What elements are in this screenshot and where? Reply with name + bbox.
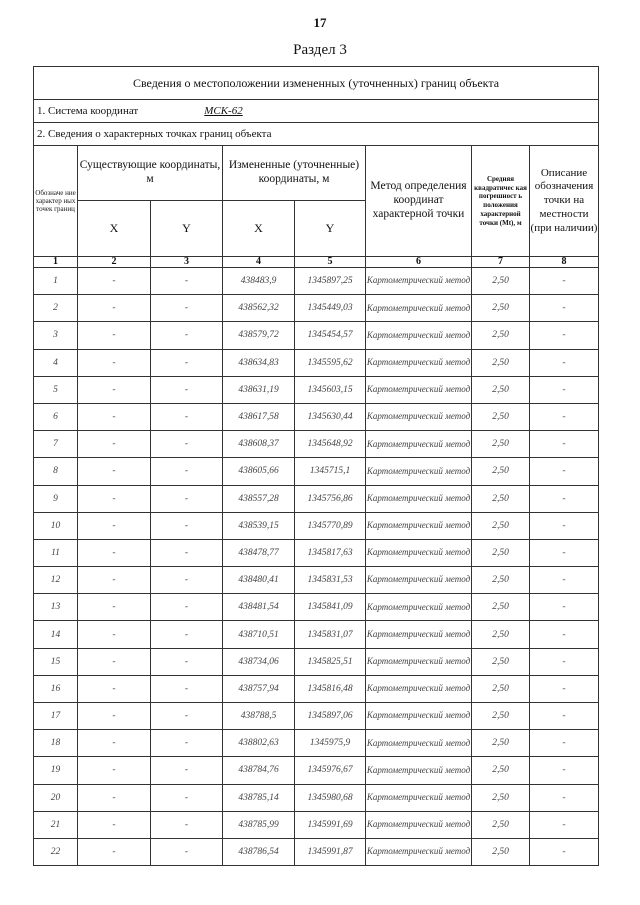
method-cell: Картометрический метод [366,675,472,702]
changed-x-cell: 438785,14 [223,784,295,811]
changed-y-cell: 1345831,07 [295,621,366,648]
existing-y-cell: - [151,458,223,485]
method-cell: Картометрический метод [366,838,472,865]
existing-y-cell: - [151,539,223,566]
accuracy-cell: 2,50 [472,376,530,403]
table-title: Сведения о местоположении измененных (уточненных) границ объекта [34,67,599,100]
changed-y-cell: 1345715,1 [295,458,366,485]
changed-x-cell: 438786,54 [223,838,295,865]
changed-x-cell: 438634,83 [223,349,295,376]
column-number: 8 [530,257,599,268]
method-cell: Картометрический метод [366,594,472,621]
description-cell: - [530,757,599,784]
changed-x-cell: 438757,94 [223,675,295,702]
accuracy-cell: 2,50 [472,838,530,865]
description-cell: - [530,349,599,376]
table-row [34,376,599,403]
header-existing-x: X [78,201,151,257]
method-cell: Картометрический метод [366,295,472,322]
point-number-cell: 15 [34,648,78,675]
accuracy-cell: 2,50 [472,621,530,648]
existing-x-cell: - [78,376,151,403]
changed-y-cell: 1345897,06 [295,703,366,730]
point-number-cell: 22 [34,838,78,865]
table-row [34,322,599,349]
method-cell: Картометрический метод [366,811,472,838]
column-number: 2 [78,257,151,268]
existing-y-cell: - [151,512,223,539]
existing-x-cell: - [78,648,151,675]
description-cell: - [530,322,599,349]
accuracy-cell: 2,50 [472,567,530,594]
description-cell: - [530,376,599,403]
changed-x-cell: 438802,63 [223,730,295,757]
method-cell: Картометрический метод [366,458,472,485]
changed-y-cell: 1345630,44 [295,403,366,430]
changed-x-cell: 438605,66 [223,458,295,485]
accuracy-cell: 2,50 [472,811,530,838]
changed-y-cell: 1345976,67 [295,757,366,784]
method-cell: Картометрический метод [366,757,472,784]
method-cell: Картометрический метод [366,485,472,512]
column-number: 6 [366,257,472,268]
existing-y-cell: - [151,295,223,322]
description-cell: - [530,811,599,838]
point-number-cell: 2 [34,295,78,322]
method-cell: Картометрический метод [366,431,472,458]
existing-y-cell: - [151,268,223,295]
changed-y-cell: 1345825,51 [295,648,366,675]
description-cell: - [530,730,599,757]
existing-x-cell: - [78,838,151,865]
description-cell: - [530,539,599,566]
existing-y-cell: - [151,403,223,430]
method-cell: Картометрический метод [366,621,472,648]
existing-y-cell: - [151,675,223,702]
changed-y-cell: 1345816,48 [295,675,366,702]
accuracy-cell: 2,50 [472,322,530,349]
method-cell: Картометрический метод [366,268,472,295]
method-cell: Картометрический метод [366,376,472,403]
changed-y-cell: 1345975,9 [295,730,366,757]
existing-x-cell: - [78,675,151,702]
existing-y-cell: - [151,838,223,865]
existing-x-cell: - [78,594,151,621]
header-description: Описание обозначения точки на местности (при наличии) [530,146,599,257]
accuracy-cell: 2,50 [472,730,530,757]
table-row [34,594,599,621]
changed-y-cell: 1345770,89 [295,512,366,539]
table-row [34,838,599,865]
description-cell: - [530,268,599,295]
changed-x-cell: 438710,51 [223,621,295,648]
changed-x-cell: 438608,37 [223,431,295,458]
changed-y-cell: 1345841,09 [295,594,366,621]
description-cell: - [530,621,599,648]
changed-x-cell: 438539,15 [223,512,295,539]
existing-x-cell: - [78,730,151,757]
point-number-cell: 6 [34,403,78,430]
header-changed-y: Y [295,201,366,257]
changed-y-cell: 1345595,62 [295,349,366,376]
point-number-cell: 8 [34,458,78,485]
table-row [34,730,599,757]
coord-system-row [34,100,599,123]
header-existing-coords: Существующие координаты, м [78,146,223,201]
existing-y-cell: - [151,621,223,648]
accuracy-cell: 2,50 [472,784,530,811]
table-row [34,403,599,430]
description-cell: - [530,838,599,865]
column-number: 4 [223,257,295,268]
point-number-cell: 9 [34,485,78,512]
existing-y-cell: - [151,784,223,811]
header-changed-x: X [223,201,295,257]
method-cell: Картометрический метод [366,648,472,675]
point-number-cell: 18 [34,730,78,757]
accuracy-cell: 2,50 [472,458,530,485]
existing-y-cell: - [151,730,223,757]
changed-x-cell: 438562,32 [223,295,295,322]
method-cell: Картометрический метод [366,403,472,430]
changed-y-cell: 1345980,68 [295,784,366,811]
changed-y-cell: 1345603,15 [295,376,366,403]
coord-system-value: МСК-62 [204,105,243,117]
table-row [34,703,599,730]
method-cell: Картометрический метод [366,349,472,376]
changed-y-cell: 1345817,63 [295,539,366,566]
point-number-cell: 10 [34,512,78,539]
column-number: 3 [151,257,223,268]
description-cell: - [530,431,599,458]
description-cell: - [530,485,599,512]
point-number-cell: 11 [34,539,78,566]
point-number-cell: 3 [34,322,78,349]
description-cell: - [530,675,599,702]
coord-system-label: 1. Система координат [37,105,139,117]
existing-x-cell: - [78,784,151,811]
table-row [34,349,599,376]
existing-x-cell: - [78,811,151,838]
existing-y-cell: - [151,703,223,730]
changed-y-cell: 1345449,03 [295,295,366,322]
column-number: 1 [34,257,78,268]
table-row [34,811,599,838]
accuracy-cell: 2,50 [472,512,530,539]
existing-x-cell: - [78,757,151,784]
table-row [34,784,599,811]
description-cell: - [530,648,599,675]
changed-x-cell: 438785,99 [223,811,295,838]
existing-y-cell: - [151,322,223,349]
method-cell: Картометрический метод [366,512,472,539]
changed-y-cell: 1345991,87 [295,838,366,865]
changed-x-cell: 438631,19 [223,376,295,403]
accuracy-cell: 2,50 [472,485,530,512]
existing-x-cell: - [78,295,151,322]
page-number: 17 [313,15,327,30]
changed-x-cell: 438784,76 [223,757,295,784]
changed-x-cell: 438788,5 [223,703,295,730]
existing-y-cell: - [151,757,223,784]
accuracy-cell: 2,50 [472,295,530,322]
changed-x-cell: 438557,28 [223,485,295,512]
header-accuracy: Средняя квадратичес кая погрешност ь положения характерной точки (Mt), м [472,146,530,257]
existing-x-cell: - [78,268,151,295]
table-row [34,675,599,702]
accuracy-cell: 2,50 [472,431,530,458]
table-row [34,431,599,458]
points-heading: 2. Сведения о характерных точках границ объекта [34,123,599,146]
existing-y-cell: - [151,567,223,594]
existing-y-cell: - [151,349,223,376]
column-number: 7 [472,257,530,268]
existing-x-cell: - [78,485,151,512]
table-row [34,485,599,512]
accuracy-cell: 2,50 [472,675,530,702]
point-number-cell: 19 [34,757,78,784]
changed-y-cell: 1345831,53 [295,567,366,594]
table-row [34,458,599,485]
changed-y-cell: 1345991,69 [295,811,366,838]
accuracy-cell: 2,50 [472,539,530,566]
method-cell: Картометрический метод [366,784,472,811]
accuracy-cell: 2,50 [472,403,530,430]
method-cell: Картометрический метод [366,322,472,349]
header-changed-coords: Измененные (уточненные) координаты, м [223,146,366,201]
table-row [34,567,599,594]
changed-x-cell: 438481,54 [223,594,295,621]
table-row [34,295,599,322]
section-title: Раздел 3 [293,42,347,58]
accuracy-cell: 2,50 [472,349,530,376]
point-number-cell: 13 [34,594,78,621]
header-existing-y: Y [151,201,223,257]
point-number-cell: 16 [34,675,78,702]
changed-y-cell: 1345897,25 [295,268,366,295]
description-cell: - [530,458,599,485]
table-row [34,757,599,784]
changed-x-cell: 438480,41 [223,567,295,594]
accuracy-cell: 2,50 [472,648,530,675]
point-number-cell: 5 [34,376,78,403]
description-cell: - [530,512,599,539]
existing-y-cell: - [151,648,223,675]
changed-x-cell: 438483,9 [223,268,295,295]
point-number-cell: 14 [34,621,78,648]
existing-x-cell: - [78,431,151,458]
existing-x-cell: - [78,621,151,648]
existing-x-cell: - [78,539,151,566]
existing-y-cell: - [151,594,223,621]
changed-x-cell: 438734,06 [223,648,295,675]
point-number-cell: 20 [34,784,78,811]
point-number-cell: 1 [34,268,78,295]
point-number-cell: 17 [34,703,78,730]
existing-y-cell: - [151,811,223,838]
existing-x-cell: - [78,403,151,430]
existing-x-cell: - [78,458,151,485]
existing-x-cell: - [78,322,151,349]
header-method: Метод определения координат характерной точки [366,146,472,257]
method-cell: Картометрический метод [366,703,472,730]
header-designation: Обозначе ние характер ных точек границ [34,146,78,257]
table-row [34,512,599,539]
table-row [34,268,599,295]
table-body [34,268,599,866]
existing-x-cell: - [78,512,151,539]
description-cell: - [530,403,599,430]
method-cell: Картометрический метод [366,730,472,757]
changed-y-cell: 1345756,86 [295,485,366,512]
method-cell: Картометрический метод [366,567,472,594]
description-cell: - [530,567,599,594]
changed-x-cell: 438478,77 [223,539,295,566]
point-number-cell: 4 [34,349,78,376]
method-cell: Картометрический метод [366,539,472,566]
existing-x-cell: - [78,567,151,594]
existing-y-cell: - [151,376,223,403]
boundary-points-table [33,66,599,866]
point-number-cell: 7 [34,431,78,458]
accuracy-cell: 2,50 [472,757,530,784]
table-row [34,621,599,648]
existing-y-cell: - [151,431,223,458]
table-row [34,539,599,566]
accuracy-cell: 2,50 [472,594,530,621]
accuracy-cell: 2,50 [472,268,530,295]
description-cell: - [530,594,599,621]
point-number-cell: 12 [34,567,78,594]
point-number-cell: 21 [34,811,78,838]
changed-x-cell: 438579,72 [223,322,295,349]
column-number: 5 [295,257,366,268]
existing-y-cell: - [151,485,223,512]
description-cell: - [530,703,599,730]
description-cell: - [530,784,599,811]
column-number-row [34,257,599,268]
changed-y-cell: 1345454,57 [295,322,366,349]
existing-x-cell: - [78,349,151,376]
table-row [34,648,599,675]
description-cell: - [530,295,599,322]
existing-x-cell: - [78,703,151,730]
accuracy-cell: 2,50 [472,703,530,730]
changed-y-cell: 1345648,92 [295,431,366,458]
changed-x-cell: 438617,58 [223,403,295,430]
